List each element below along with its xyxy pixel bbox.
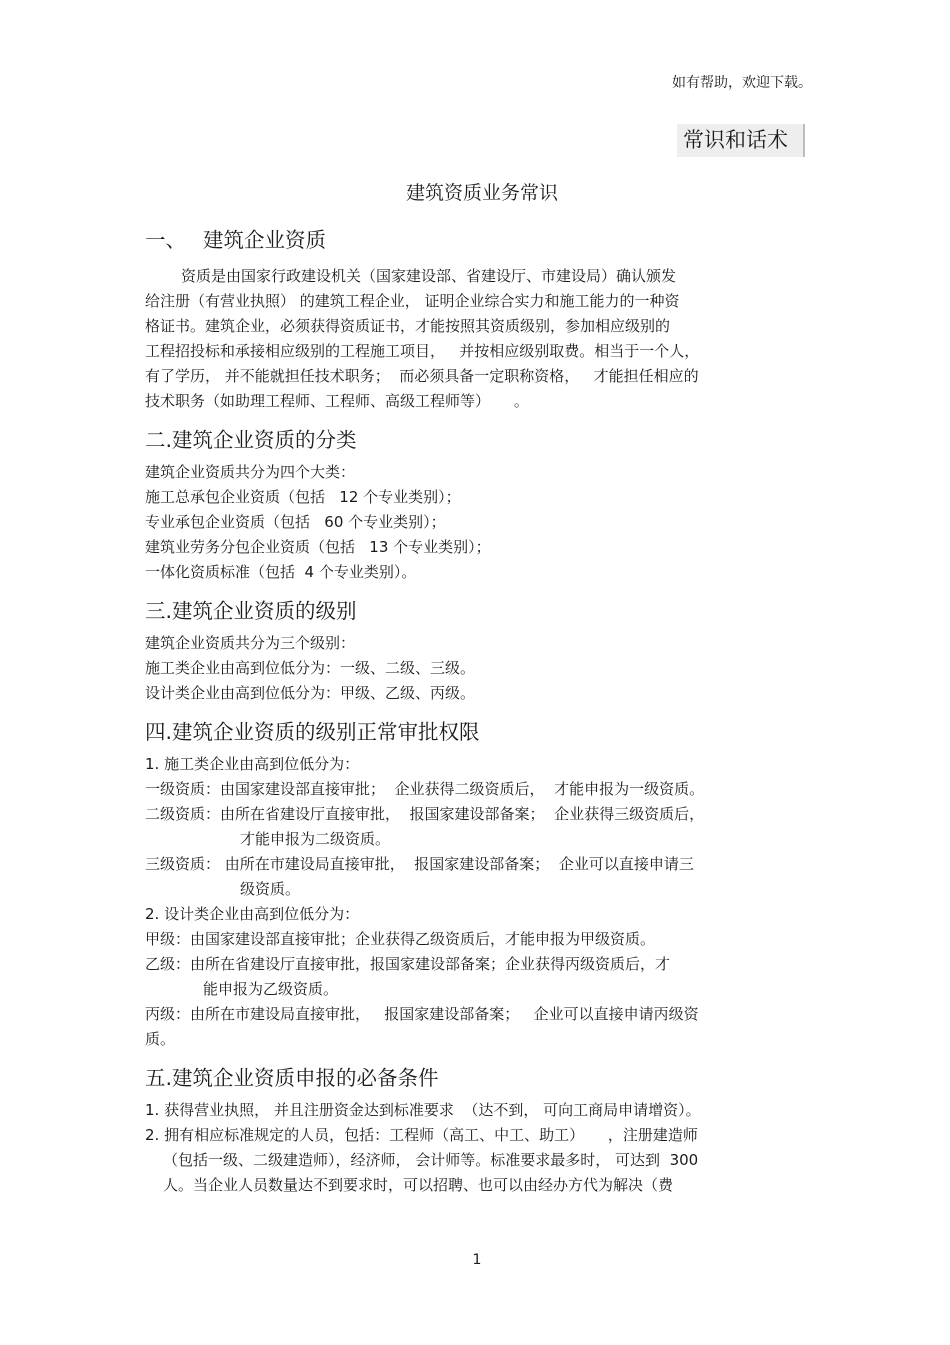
list-line: 专业承包企业资质（包括 60 个专业类别）； xyxy=(145,513,446,531)
section-2 xyxy=(145,426,815,585)
list-line: 2. 设计类企业由高到位低分为： xyxy=(145,905,360,923)
list-line: 三级资质： 由所在市建设局直接审批， 报国家建设部备案； 企业可以直接申请三 xyxy=(145,855,694,873)
list-line: （包括一级、二级建造师），经济师， 会计师等。标准要求最多时， 可达到 300 xyxy=(163,1151,699,1169)
list-line: 丙级：由所在市建设局直接审批， 报国家建设部备案； 企业可以直接申请丙级资 xyxy=(145,1005,699,1023)
document-title: 建筑资质业务常识 xyxy=(405,182,558,204)
section-4 xyxy=(145,718,815,1052)
list-line: 施工类企业由高到位低分为：一级、二级、三级。 xyxy=(145,659,476,677)
list-line: 施工总承包企业资质（包括 12 个专业类别）； xyxy=(145,488,461,506)
document-body xyxy=(145,226,815,1198)
list-line: 设计类企业由高到位低分为：甲级、乙级、丙级。 xyxy=(145,684,476,702)
list-line: 能申报为乙级资质。 xyxy=(203,980,339,998)
list-line: 乙级：由所在省建设厅直接审批，报国家建设部备案；企业获得丙级资质后，才 xyxy=(145,955,671,973)
section-4-heading: 四.建筑企业资质的级别正常审批权限 xyxy=(145,720,480,744)
list-line: 才能申报为二级资质。 xyxy=(240,830,391,848)
list-line: 建筑业劳务分包企业资质（包括 13 个专业类别）； xyxy=(145,538,491,556)
section-1-number: 一、 xyxy=(145,228,186,252)
section-3 xyxy=(145,597,815,706)
list-line: 级资质。 xyxy=(240,880,301,898)
section-1-title: 建筑企业资质 xyxy=(203,228,326,252)
section-2-heading: 二.建筑企业资质的分类 xyxy=(145,428,357,452)
list-line: 二级资质：由所在省建设厅直接审批， 报国家建设部备案； 企业获得三级资质后， xyxy=(145,805,705,823)
section-5 xyxy=(145,1064,815,1198)
category-tag: 常识和话术 xyxy=(677,124,805,157)
list-line: 1. 施工类企业由高到位低分为： xyxy=(145,755,360,773)
paragraph-line: 有了学历， 并不能就担任技术职务； 而必须具备一定职称资格， 才能担任相应的 xyxy=(145,367,699,385)
paragraph-line: 工程招投标和承接相应级别的工程施工项目， 并按相应级别取费。相当于一个人， xyxy=(145,342,700,360)
page-number: 1 xyxy=(472,1252,482,1268)
paragraph-line: 格证书。建筑企业，必须获得资质证书，才能按照其资质级别，参加相应级别的 xyxy=(145,317,671,335)
list-line: 建筑企业资质共分为三个级别： xyxy=(145,634,356,652)
list-line: 1. 获得营业执照， 并且注册资金达到标准要求 （达不到， 可向工商局申请增资）。 xyxy=(145,1101,701,1119)
list-line: 2. 拥有相应标准规定的人员，包括：工程师（高工、中工、助工） ，注册建造师 xyxy=(145,1126,698,1144)
header-note: 如有帮助，欢迎下载。 xyxy=(672,75,812,91)
section-1 xyxy=(145,226,815,414)
list-line: 一级资质：由国家建设部直接审批； 企业获得二级资质后， 才能申报为一级资质。 xyxy=(145,780,705,798)
list-line: 一体化资质标准（包括 4 个专业类别）。 xyxy=(145,563,417,581)
paragraph-line: 给注册（有营业执照） 的建筑工程企业， 证明企业综合实力和施工能力的一种资 xyxy=(145,292,680,310)
list-line: 甲级：由国家建设部直接审批；企业获得乙级资质后，才能申报为甲级资质。 xyxy=(145,930,656,948)
list-line: 建筑企业资质共分为四个大类： xyxy=(145,463,356,481)
paragraph-line: 技术职务（如助理工程师、工程师、高级工程师等） 。 xyxy=(145,392,529,410)
section-3-heading: 三.建筑企业资质的级别 xyxy=(145,599,357,623)
section-5-heading: 五.建筑企业资质申报的必备条件 xyxy=(145,1066,439,1090)
list-line: 质。 xyxy=(145,1030,176,1048)
section-1-heading xyxy=(145,226,815,254)
paragraph-line: 资质是由国家行政建设机关（国家建设部、省建设厅、市建设局）确认颁发 xyxy=(181,267,677,285)
list-line: 人。当企业人员数量达不到要求时，可以招聘、也可以由经办方代为解决（费 xyxy=(163,1176,674,1194)
